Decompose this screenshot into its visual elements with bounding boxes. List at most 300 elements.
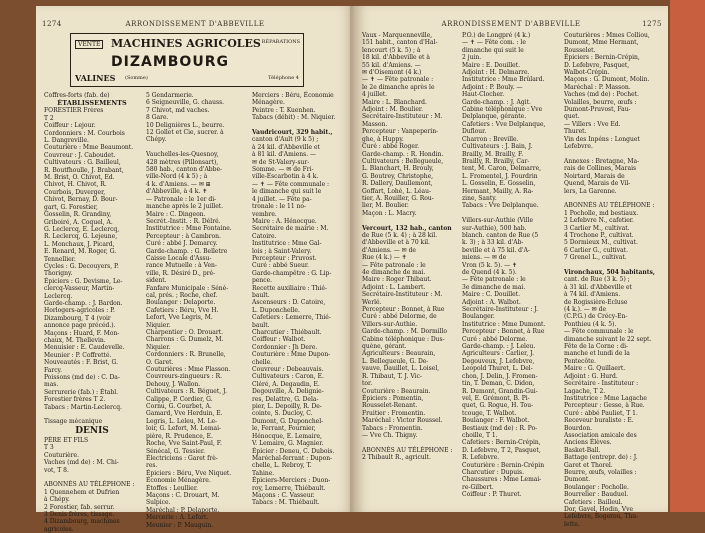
directory-line: Cultivateurs : R. Béguet, J. xyxy=(146,388,227,396)
directory-line: le, Ferrant, Fournier, xyxy=(252,425,316,433)
directory-line: Sulpice. xyxy=(146,499,171,507)
directory-line: Dumont-Pruvost, Fau- xyxy=(564,106,631,114)
directory-line: 8 Gare. xyxy=(146,114,169,122)
directory-line: Épiciers : Pomentin, xyxy=(362,394,424,402)
directory-line: L. Bellegueule, G. De- xyxy=(362,357,429,365)
directory-line: Fanfare Municipale : Séné- xyxy=(146,284,229,292)
directory-line: Vaux - Marquenneville, xyxy=(362,32,433,39)
right-page-number: 1275 xyxy=(642,20,662,28)
directory-line: chaux, M. Thellevin. xyxy=(44,337,106,344)
directory-line: cant. de Rue (3 k. 5) ; xyxy=(564,276,630,284)
directory-line: Niquier. xyxy=(146,321,171,329)
directory-line: 151 habit., canton d'Hal- xyxy=(362,39,438,47)
directory-line: quet. xyxy=(564,113,580,121)
directory-line: lier, M. Boulier. xyxy=(362,202,409,210)
directory-line: Charcutier : Thiébault. xyxy=(252,329,322,336)
directory-line: Secrétaire-Instituteur : M. xyxy=(362,113,443,121)
directory-line: — ✝ — Fête communale : xyxy=(252,180,330,188)
directory-line: Épiciers : Bernin-Crépin, xyxy=(564,54,640,62)
ad-reparations-label: RÉPARATIONS xyxy=(261,39,300,45)
directory-line: Tabacs : Martin-Leclercq. xyxy=(44,403,122,411)
directory-line: sur-Authie), 500 hab. xyxy=(462,224,527,232)
directory-line: roy, Lemerre, Thiébault. xyxy=(252,484,326,492)
directory-line: Cafetiers : Béru, Vve H. xyxy=(146,306,219,314)
directory-line: G. Leclercq, E. Leclercq, xyxy=(44,225,120,233)
directory-line: — Villers : Vve Ed. xyxy=(564,120,621,128)
directory-line: 4 Trochone P., cultivat. xyxy=(564,231,634,239)
directory-line: Percepteur : Pruvost. xyxy=(252,254,317,262)
directory-line: Maire : C. Douillet. xyxy=(462,291,520,299)
directory-line: Vron (5 k. 5). — ✝ xyxy=(462,261,518,269)
directory-line: Cultivateurs : Caron, E. xyxy=(252,373,324,381)
directory-line: Charcutier : Dupuis. xyxy=(462,468,524,476)
directory-line: Cordonnier : Jh Dere. xyxy=(252,343,318,351)
directory-line: Anciens Élèves. xyxy=(564,439,612,447)
directory-line: Épiciers-Merciers : Duon- xyxy=(252,477,331,485)
directory-line: dimanche suivant le 22 sept. xyxy=(564,335,652,343)
directory-line: loir, G. Lefort, M. Lemai- xyxy=(146,425,222,433)
directory-line: P.O.) de Longpré (4 k.) xyxy=(462,32,531,39)
directory-line: Adjoint : L. Lambert. xyxy=(362,283,426,291)
directory-line: ✉ de St-Valery-sur- xyxy=(252,158,310,166)
directory-line: ABONNÉS AU TÉLÉPHONE : xyxy=(362,446,453,454)
ad-phone: Téléphone 4 xyxy=(268,75,299,81)
ad-vente-label: VENTE xyxy=(75,40,103,49)
directory-line: Épicier : Deneu, C. Dubois. xyxy=(252,447,335,455)
directory-line: O. Garet. xyxy=(146,358,174,366)
directory-line: Tabacs : Fromentin. xyxy=(362,424,423,432)
ad-dept: (Somme) xyxy=(125,75,148,81)
directory-line: vel, E. Grémont, B. Pi- xyxy=(462,394,530,402)
directory-line: Percepteur : Bonnet, à Rue xyxy=(362,306,445,314)
directory-line: Maçons : C. Drouart, M. xyxy=(146,491,220,499)
directory-line: 10 Delignières L., beurre. xyxy=(146,121,225,129)
directory-line: — Vve Ch. Thigny. xyxy=(362,431,418,439)
directory-line: Cabine téléphonique : Dus- xyxy=(362,335,445,343)
directory-line: canton d'Ault (9 k 5) ; xyxy=(252,136,319,144)
left-column-3 xyxy=(252,92,350,506)
directory-line: Adjoint : G. Hurd. xyxy=(564,372,618,380)
directory-line: Tabacs (débit) : M. Niquier. xyxy=(252,114,336,122)
directory-line: Maçons : C. Vasseur. xyxy=(252,491,315,499)
directory-line: L. Duponchelle. xyxy=(252,306,300,314)
directory-line: re-Gilbert. xyxy=(462,483,494,491)
directory-line: Épiciers : Béru, Vve Niquet. xyxy=(146,469,232,477)
directory-line: Garde-champêtre : G. Lip- xyxy=(252,269,332,277)
directory-line: Dor, Gavel, Hodin, Vve xyxy=(564,506,634,513)
directory-line: Maréchal : Victor Roussel. xyxy=(362,417,443,425)
directory-line: de Quend (4 k. 5). xyxy=(462,269,517,276)
directory-line: Maréchal : P. Delaporte. xyxy=(146,506,220,514)
directory-line: T 2 xyxy=(44,114,54,122)
directory-line: L. Gosselin, E. Gosselin, xyxy=(462,180,536,188)
directory-line: Tahine. xyxy=(252,469,275,477)
directory-line: Nouveautés : F. Brist, G. xyxy=(44,359,119,367)
directory-line: Vironchaux, 504 habitants, xyxy=(564,269,655,276)
right-page-header xyxy=(360,20,662,32)
directory-line: Curé : abbé J. Demarcy. xyxy=(146,240,218,248)
directory-line: à Chépy. xyxy=(44,496,70,504)
directory-line: Ménagère. xyxy=(252,99,285,107)
directory-line: Curé : abbé Roger. xyxy=(362,143,420,151)
directory-line: 4 juillet. — Fête pa- xyxy=(252,195,312,203)
directory-line: Walbot-Crépin. xyxy=(564,69,610,77)
directory-line: Battage (entrepr. de) : J. xyxy=(564,454,638,462)
directory-line xyxy=(146,144,246,151)
directory-line: 580 hab., canton d'Abbe- xyxy=(146,166,223,174)
left-page xyxy=(36,6,354,533)
directory-line: Maire : G. Quillaert. xyxy=(564,365,626,373)
directory-line: Serrurerie (fab.) : Établ. xyxy=(44,388,119,396)
directory-line: 4e dimanche de mai. xyxy=(362,269,426,276)
directory-line: Dehouy, J. Wallon. xyxy=(146,380,201,388)
directory-line: Maire : L. Blanchard. xyxy=(362,98,427,106)
right-column-1 xyxy=(362,32,458,506)
directory-line: Sénécal, G. Tessier. xyxy=(146,447,205,455)
directory-line: Vaudricourt, 329 habit., xyxy=(252,129,333,137)
directory-line: ville, R. Désiré D., pré- xyxy=(146,269,216,277)
directory-line: Ponthieu (4 k. 5). xyxy=(564,320,617,328)
directory-line: Tabacs : M. Thiébault. xyxy=(252,499,320,507)
directory-line: Merciers : Béru, Économie xyxy=(252,92,334,99)
directory-line: Peintre : T. Kuenhen. xyxy=(252,106,316,114)
directory-line: 4 juillet. xyxy=(362,91,388,99)
directory-line: d'Abbeville et à 70 kil. xyxy=(362,239,430,247)
directory-line: Chépy. xyxy=(146,136,167,144)
directory-line: choille, T 1. xyxy=(462,431,498,439)
right-column-2 xyxy=(462,32,560,506)
directory-line: gart, G. Forestier, xyxy=(44,203,98,211)
directory-line: Beurre, œufs, volailles : xyxy=(564,468,637,476)
directory-line: Institutrice : Mme Gal- xyxy=(252,240,322,248)
directory-line: à 74 kil. d'Amiens. xyxy=(564,291,621,299)
directory-line: Association amicale des xyxy=(564,431,637,439)
directory-line xyxy=(462,210,560,217)
directory-line: 1 Quennehem et Dufrien xyxy=(44,488,120,496)
directory-line: Boulanger. xyxy=(462,313,495,321)
directory-line: Brailly, M. Brailly, F. xyxy=(462,150,524,158)
directory-line: Goffart, Lohé, L. Léau- xyxy=(362,187,431,195)
directory-line: agricoles. xyxy=(44,525,74,533)
right-page xyxy=(354,6,668,528)
directory-line: Receveur buraliste : E. xyxy=(564,417,634,425)
directory-line: Couturières : Mme Plasson. xyxy=(146,366,231,374)
directory-line: Dizambourg, T 4 (voir xyxy=(44,314,111,322)
directory-line: Agriculteurs : Beaurain, xyxy=(362,350,436,358)
directory-line: Adjoint : H. Delmarre. xyxy=(462,69,530,77)
directory-line: Tabacs : Vve Delplanque. xyxy=(462,202,539,210)
directory-line: DENIS xyxy=(75,425,109,436)
directory-line: Quend, Marais de Vil- xyxy=(564,180,631,188)
directory-line: pier, L. Depoilly, R. De- xyxy=(252,403,322,411)
directory-line: vot, T 8. xyxy=(44,466,69,474)
directory-line: Dumont. xyxy=(564,476,591,484)
directory-line: Couturière : Beaurain. xyxy=(362,387,431,395)
directory-line: Cycles : G. Decouyers, P. xyxy=(44,262,119,270)
directory-line: Maréchal : P. Masson. xyxy=(564,83,631,91)
directory-line: Agriculteurs : Carlier, J. xyxy=(462,350,535,358)
directory-line: Annexes : Bretagne, Ma- xyxy=(564,157,640,165)
directory-line: Tissage mécanique xyxy=(44,418,103,426)
directory-line: Villers-sur-Authie (Ville xyxy=(462,217,534,225)
directory-line: ville-Nord (4 k 5) ; à xyxy=(146,173,208,181)
directory-line: Meunier : P. Mauguin. xyxy=(146,521,214,529)
directory-line: L. Blanchart, H. Brouly, xyxy=(362,165,434,173)
directory-line: — Fête patronale : le xyxy=(462,276,526,284)
book-cover-edge xyxy=(670,0,705,512)
directory-line: res. xyxy=(146,462,158,470)
directory-line: Duflour. xyxy=(462,128,487,136)
directory-line: Garde-champ. : J. Leleu. xyxy=(462,343,536,351)
directory-line: ABONNÉS AU TÉLÉPHONE : xyxy=(44,481,135,489)
directory-line: R. Dumont, Grandin-Gui- xyxy=(462,387,538,395)
directory-line xyxy=(44,411,140,418)
directory-line: le 2e dimanche après le xyxy=(362,83,435,91)
directory-line: 4 Dizambourg, machines xyxy=(44,518,120,526)
directory-line: Vaches (md de) : M. Chi- xyxy=(44,459,119,467)
directory-line: Maire : C. Dingeon. xyxy=(146,210,206,218)
directory-line: Institutrice : Mme Lagache xyxy=(564,394,647,402)
directory-line xyxy=(362,439,458,446)
directory-line: Cafetiers : Lemerre, Thié- xyxy=(252,314,331,322)
directory-line: Leopold Thuret, L. Del- xyxy=(462,365,533,373)
directory-line: Somme. — ✉ de Fri- xyxy=(252,166,314,174)
directory-line: Vercourt, 132 hab., canton xyxy=(362,224,452,232)
directory-line: ÉTABLISSEMENTS xyxy=(57,99,127,108)
directory-line: à 81 kil. d'Amiens. — xyxy=(252,151,317,159)
directory-line: Adjoint : M. Boulier. xyxy=(362,106,424,114)
directory-line: Fruitier : Fromentin. xyxy=(362,409,426,417)
directory-line: 4 k. d'Amiens. — ✉ ⊞ xyxy=(146,180,211,188)
directory-line: beville et à 75 kil. d'A- xyxy=(462,246,531,254)
directory-line: lers, La Garenne. xyxy=(564,187,617,195)
directory-line: Vaches (md de) : Pochet. xyxy=(564,91,639,99)
machines-agricoles-advertisement xyxy=(70,33,304,87)
directory-line: pière, R. Prudence, E. xyxy=(146,432,213,440)
directory-line: Dumont, Mme Hermant, xyxy=(564,39,639,47)
directory-line: D. Lefebvre, T 2, Pasquet, xyxy=(462,446,541,454)
directory-line: Coffres-forts (fab. de) xyxy=(44,92,110,99)
directory-line: Charron : Breville. xyxy=(462,135,519,143)
directory-line: bault. xyxy=(252,321,270,329)
directory-line xyxy=(362,217,458,224)
directory-line: Cultivateurs : Bellegueule, xyxy=(362,157,444,165)
directory-line: (4 k.). — ✉ de xyxy=(564,306,606,314)
directory-line: tin, T. Deman, C. Didon, xyxy=(462,380,535,388)
directory-line: Couturière : Mme Beaumont. xyxy=(44,144,134,152)
directory-line: Rousselet-Renant. xyxy=(362,402,418,410)
directory-line: clercq-Vasseur, Martin- xyxy=(44,285,115,293)
directory-line: Coiffeur : Lejour. xyxy=(44,122,96,130)
directory-line: (C.P.G.) de Crécy-En- xyxy=(564,313,628,321)
right-running-title: ARRONDISSEMENT D'ABBEVILLE xyxy=(441,20,581,28)
directory-line: Percepteur : Bonnet, à Rue xyxy=(462,328,545,336)
directory-line: Couvreur : Debeauvais. xyxy=(252,366,324,374)
directory-line: lencourt (5 k. 5) ; à xyxy=(362,46,421,54)
directory-line: — ✝ — Fête patronale : xyxy=(362,76,434,84)
directory-line: lois ; à Saint-Valery. xyxy=(252,247,312,255)
directory-line: Rousselet. xyxy=(564,46,596,54)
directory-line: Curé : abbé Sueur. xyxy=(252,262,309,270)
directory-line: Catoire. xyxy=(252,232,277,240)
directory-line: Legris, L. Leleu, M. Le- xyxy=(146,417,218,425)
directory-line: 428 mètres (Pillonsart), xyxy=(146,158,219,166)
directory-line: Percepteur : Vanpeperin- xyxy=(362,128,439,136)
directory-line: Secrétaire de mairie : M. xyxy=(252,225,329,233)
directory-line: Cornu, G. Courbet, A. xyxy=(146,403,212,411)
directory-line: Ascenseurs : D. Catoire, xyxy=(252,299,326,307)
directory-line: 6 Seigneuville, G. chauss. xyxy=(146,99,225,107)
directory-line: Maçons : G. Dumont, Molin. xyxy=(564,76,650,84)
directory-line: Chivot, Bernay, D. Bour- xyxy=(44,196,118,204)
ad-city: VALINES xyxy=(75,73,116,83)
directory-line: blanch. canton de Rue (5 xyxy=(462,231,539,239)
directory-line: 12 Gollet et Cie, sucrer. à xyxy=(146,129,224,137)
directory-line: Couturière : Mme Dupon- xyxy=(252,351,331,359)
directory-line: chelle. xyxy=(252,358,273,366)
directory-line: Cafetiers : Vve Delplanque, xyxy=(462,120,546,128)
directory-line: Institutrice : Mme Dumont. xyxy=(462,320,546,328)
directory-line: 7 Grenel L., cultivat. xyxy=(564,254,627,262)
directory-line xyxy=(564,262,664,269)
directory-line: Haut-Clocher. xyxy=(462,91,505,99)
directory-line: Chaussures : Mme Lemai- xyxy=(462,476,542,484)
directory-line: Pentecôte. xyxy=(564,357,596,365)
directory-line: 1 Pocholle, md bestiaux. xyxy=(564,209,639,217)
directory-line: Maire : E. Douillet. xyxy=(462,61,521,69)
directory-line: 6 Carlier G., cultivat. xyxy=(564,246,628,254)
directory-line: quène, gérant. xyxy=(362,343,407,351)
directory-line: T 3 xyxy=(44,444,54,452)
directory-line: vauve, Dauillet, L. Loisel, xyxy=(362,365,440,373)
directory-line: Maçon : L. Macry. xyxy=(362,209,417,217)
directory-line: FORESTIER Frères xyxy=(44,107,104,115)
directory-line: G. Boutrey, Christophe, xyxy=(362,172,434,180)
directory-line: Niquier. xyxy=(146,343,171,351)
directory-line: Cordonniers : M. Courbois xyxy=(44,129,125,137)
directory-line: Cléré, A. Degaudin, E. xyxy=(252,380,320,388)
directory-line: Hénocque, E. Lemaire, xyxy=(252,432,322,440)
directory-line: quet, G. Rogue, H. Tou- xyxy=(462,402,534,410)
directory-line: manche après le 2 juillet. xyxy=(146,203,224,211)
directory-line: Villers-sur-Authie. xyxy=(362,320,418,328)
directory-line: Percepteur : à Cambron. xyxy=(146,232,221,240)
directory-line: Couturière. xyxy=(44,451,80,459)
directory-line: Calippe, P. Cordier, G. xyxy=(146,395,213,403)
directory-line: Recette auxiliaire : Thié- xyxy=(252,284,327,292)
directory-line: — Fête patronale : le xyxy=(362,261,426,269)
directory-line: ghe, à Huppy. xyxy=(362,135,404,143)
directory-line: Électriciens : Garet frè- xyxy=(146,454,218,462)
directory-line: E. Renard, M. Roger, G. xyxy=(44,248,117,256)
directory-line: Maire : A. Hénocque. xyxy=(252,217,317,225)
right-column-3 xyxy=(564,32,664,528)
directory-line: Garde-champ. : G. Belletre xyxy=(146,247,228,255)
directory-line: Cafetiers : Bernin-Crépin, xyxy=(462,439,541,447)
directory-line: 2 Lefebvre N., cafetier. xyxy=(564,217,634,225)
directory-line: Caisse Locale d'Assu- xyxy=(146,254,212,262)
directory-line: Gosselin, R. Grandiny, xyxy=(44,211,112,219)
directory-line: Boulanger : Delaporte. xyxy=(146,299,216,307)
directory-line: d'Abbeville, à 4 k. ✝ xyxy=(146,188,208,196)
directory-line: cointe, S. Ducloy, C. xyxy=(252,410,313,418)
directory-line: Thorigny. xyxy=(44,270,73,278)
directory-line: Garet et Thorel. xyxy=(564,461,613,469)
directory-line: à 31 kil. d'Abbeville et xyxy=(564,283,632,291)
directory-line: L. Monchaux, J. Picard, xyxy=(44,240,115,248)
directory-line: Bourrelier : Bauduel. xyxy=(564,491,629,499)
directory-line: Garde-champ. : J. Bardon. xyxy=(44,299,123,307)
directory-line: pence. xyxy=(252,277,273,285)
directory-line: Fête de la Corne : di- xyxy=(564,343,629,351)
directory-line: R. Dallery, Daullemont, xyxy=(362,180,433,188)
directory-line: mas. xyxy=(44,381,59,389)
directory-line: Rue (4 k.) — ✝ xyxy=(362,254,407,262)
directory-line: Couturières : Mmes Colliou, xyxy=(564,32,650,39)
directory-line: R. Lefebvre. xyxy=(462,454,500,462)
directory-line: Adjoint : A. Walbot. xyxy=(462,298,521,306)
directory-line: Degouville, A. Delignie- xyxy=(252,388,324,396)
directory-line: — ✝ — Fête com. : le xyxy=(462,39,526,47)
left-page-header xyxy=(42,20,348,32)
directory-line: Brailly, R. Brailly, Car- xyxy=(462,157,530,165)
directory-line: Secrétaire-Instituteur : J. xyxy=(462,306,539,314)
directory-line: Secrétaire-Instituteur : M. xyxy=(362,291,443,299)
directory-line: Noirtard, Marais de xyxy=(564,172,625,180)
directory-line: Cordonniers : R. Brunelle, xyxy=(146,351,226,359)
directory-line: Lefebvre, Bogerou, Thu- xyxy=(564,513,639,521)
directory-line: k. 3) ; à 33 kil. d'Ab- xyxy=(462,239,524,247)
directory-line: Boulanger : F. Walbot. xyxy=(462,417,530,425)
directory-line: Charrons : G. Dumelz, M. xyxy=(146,336,224,344)
directory-line: R. Thibaut, T. J. Vic- xyxy=(362,372,422,380)
directory-line: dimanche qui suit le xyxy=(462,46,524,54)
directory-line xyxy=(252,122,350,129)
directory-line: le dimanche qui suit le xyxy=(252,188,322,196)
directory-line: rance Mutuelle : à Ven- xyxy=(146,262,217,270)
directory-line: 3e dimanche de mai. xyxy=(462,283,526,291)
directory-line: Cabine téléphonique : Vve xyxy=(462,106,543,114)
directory-line: ville-Escarbotin à 4 k. xyxy=(252,173,319,181)
directory-line: Couvreurs-zingueurs : R. xyxy=(146,373,222,381)
directory-line: V. Lemaire, G. Magnier. xyxy=(252,440,324,448)
directory-line: lette. xyxy=(564,520,580,528)
directory-line: Basket-Ball. xyxy=(564,446,601,454)
directory-line: Leclercq. xyxy=(44,292,73,300)
directory-line: Chivot, H. Chivot, R. xyxy=(44,181,107,189)
directory-line: Lefebvre. xyxy=(564,143,593,151)
directory-line: R. Leclercq, G. Lejeune, xyxy=(44,233,118,241)
directory-line: zine, Santy. xyxy=(462,194,497,202)
directory-line: rais de Collines, Marais xyxy=(564,165,637,173)
directory-line: 3 Carlier M., cultivat. xyxy=(564,224,630,232)
left-running-title: ARRONDISSEMENT D'ABBEVILLE xyxy=(125,20,265,28)
directory-line: Thuret. xyxy=(564,128,587,136)
directory-line: Garde-champ. : J. Agit. xyxy=(462,98,531,106)
directory-line: sident. xyxy=(146,277,167,285)
directory-line: Vauchelles-les-Quesnoy, xyxy=(146,151,219,159)
directory-line: de Rue (5 k. 4) ; à 28 kil. xyxy=(362,231,438,239)
directory-line: tronale : le 11 no- xyxy=(252,203,307,211)
directory-line: L. Dangreville. xyxy=(44,137,89,145)
left-column-1 xyxy=(44,92,140,533)
directory-line: Secrét.-Instit. : R. Délré. xyxy=(146,217,221,225)
directory-line: annonce page précéd.). xyxy=(44,322,116,330)
directory-line: à 24 kil. d'Abbeville et xyxy=(252,143,320,151)
directory-line: Gamard, Vve Herduin, E. xyxy=(146,410,223,418)
directory-line: miens. — ✉ de xyxy=(462,254,507,262)
directory-line: Lefort, Vve Legris, M. xyxy=(146,314,213,322)
